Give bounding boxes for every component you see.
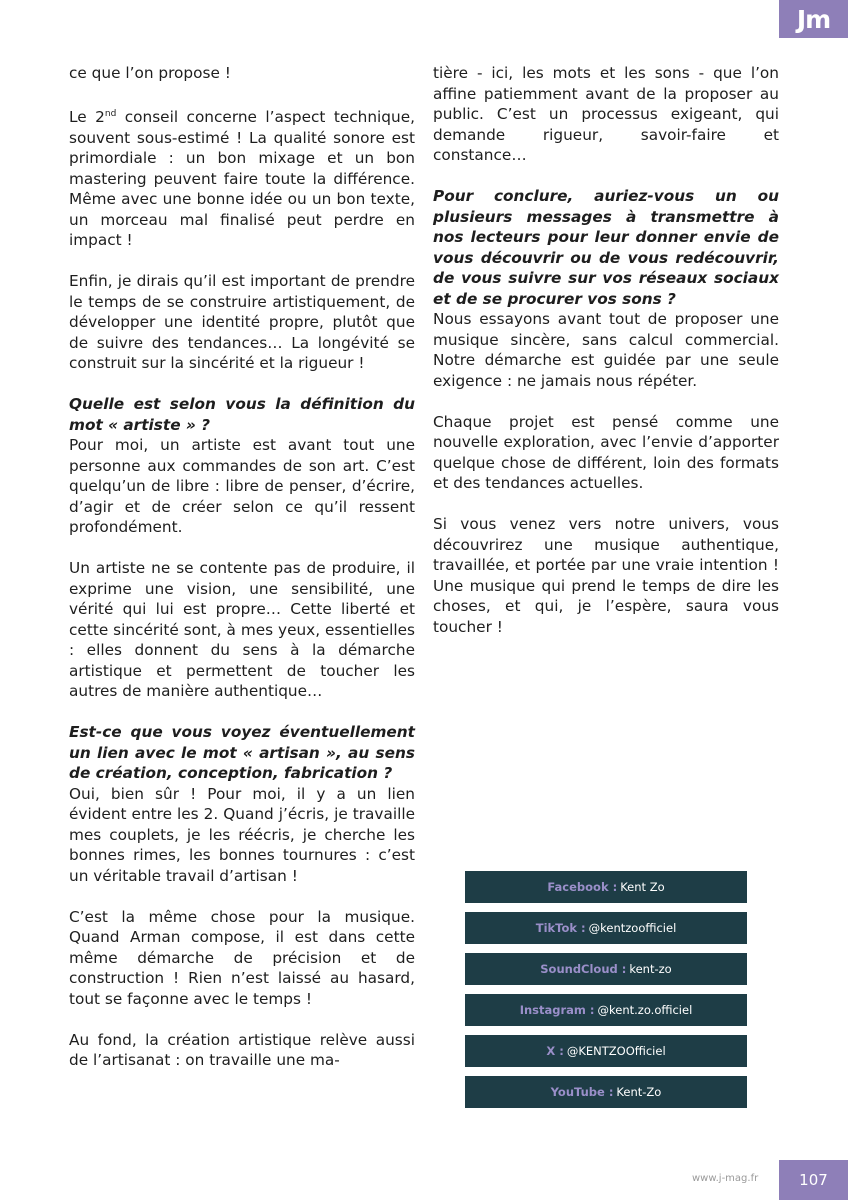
paragraph: Chaque projet est pensé comme une nouvelle exploration, avec l’envie d’apporter quelque chose de différent, loin des formats et des tendances actuelles.	[433, 412, 779, 492]
interview-answer: Oui, bien sûr ! Pour moi, il y a un lien évident entre les 2. Quand j’écris, je travaille mes couplets, je les réécris, je cherche les bonnes rimes, les bonnes tournures : c’est un véritable travail d’artisan !	[69, 784, 415, 885]
social-facebook[interactable]: Facebook : Kent Zo	[465, 871, 747, 903]
paragraph: Au fond, la création artistique relève aussi de l’artisanat : on travaille une ma-	[69, 1030, 415, 1070]
social-youtube[interactable]: YouTube : Kent-Zo	[465, 1076, 747, 1108]
interview-question: Pour conclure, auriez-vous un ou plusieurs messages à transmettre à nos lecteurs pour leur donner envie de vous découvrir ou de vous redécouvrir, de vous suivre sur vos réseaux sociaux et de se procurer vos sons ?	[433, 187, 779, 308]
interview-question: Quelle est selon vous la définition du mot « artiste » ?	[69, 395, 415, 434]
social-tiktok[interactable]: TikTok : @kentzoofficiel	[465, 912, 747, 944]
social-instagram[interactable]: Instagram : @kent.zo.officiel	[465, 994, 747, 1026]
interview-answer: Nous essayons avant tout de proposer une musique sincère, sans calcul commercial. Notre démarche est guidée par une seule exigence : ne jamais nous répéter.	[433, 310, 779, 390]
interview-question: Est-ce que vous voyez éventuellement un lien avec le mot « artisan », au sens de création, conception, fabrication ?	[69, 723, 415, 783]
social-soundcloud[interactable]: SoundCloud : kent-zo	[465, 953, 747, 985]
social-x[interactable]: X : @KENTZOOfficiel	[465, 1035, 747, 1067]
paragraph: ce que l’on propose !	[69, 64, 231, 82]
footer-url[interactable]: www.j-mag.fr	[692, 1173, 759, 1184]
paragraph: Le 2nd conseil concerne l’aspect technique, souvent sous-estimé ! La qualité sonore est primordiale : un bon mixage et un bon mastering peuvent faire toute la différence. Même avec une bonne idée ou un bon texte, un morceau mal finalisé peut perdre en impact !	[69, 108, 415, 250]
paragraph: tière - ici, les mots et les sons - que l’on affine patiemment avant de la proposer au public. C’est un processus exigeant, qui demande rigueur, savoir-faire et constance…	[433, 64, 779, 164]
paragraph: C’est la même chose pour la musique. Quand Arman compose, il est dans cette même démarche de précision et de construction ! Rien n’est laissé au hasard, tout se façonne avec le temps !	[69, 907, 415, 1008]
interview-answer: Pour moi, un artiste est avant tout une personne aux commandes de son art. C’est quelqu’un de libre : libre de penser, d’écrire, d’agir et de créer selon ce qu’il ressent profondément.	[69, 436, 415, 537]
page-number: 107	[779, 1160, 848, 1200]
right-column	[433, 63, 779, 637]
paragraph: Enfin, je dirais qu’il est important de prendre le temps de se construire artistiquement, de développer une identité propre, plutôt que de suivre des tendances… La longévité se construit sur la sincérité et la rigueur !	[69, 272, 415, 373]
paragraph: Un artiste ne se contente pas de produire, il exprime une vision, une sensibilité, une vérité qui lui est propre… Cette liberté et cette sincérité sont, à mes yeux, essentielles : elles donnent du sens à la démarche artistique et permettent de toucher les autres de manière authentique…	[69, 559, 415, 701]
paragraph: Si vous venez vers notre univers, vous découvrirez une musique authentique, travaillée, et portée par une vraie intention ! Une musique qui prend le temps de dire les choses, et qui, je l’espère, saura vous toucher !	[433, 515, 779, 636]
left-column	[69, 63, 415, 1071]
social-links	[465, 871, 747, 1117]
magazine-logo: Jm	[779, 0, 848, 38]
